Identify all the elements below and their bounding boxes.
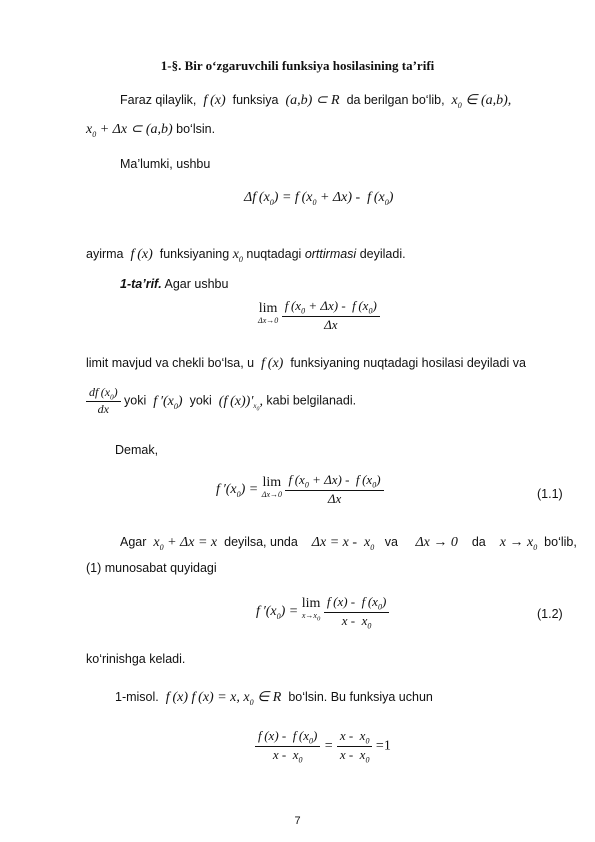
equation-1-1: f $'(x_0) = \lim$ Δx→0 $\frac{f (x_0 + \Delta x) - f (x_0)}{\Delta x}$ bbox=[216, 472, 384, 507]
paragraph-derivative-def: limit mavjud va chekli bo‘lsa, u f (x) funksiyaning nuqtadagi hosilasi deyiladi va bbox=[86, 356, 526, 371]
formula-example-ratio: $\frac{f (x) - f (x_0)}{x - x_0}$ = $\frac{x - x_0}{x - x_0}$ =1 bbox=[255, 728, 391, 764]
page-number: 7 bbox=[294, 815, 301, 827]
formula-x0-in-ab: $x_0$ ∈ (a,b), bbox=[448, 93, 512, 110]
paragraph-notation: $\frac{df (x_0)}{dx}$ yoki f $'(x_0)$ yoki (f $(x))'_{x_0}$, kabi belgilanadi. bbox=[86, 385, 356, 417]
example-label: 1-misol. bbox=[115, 690, 159, 704]
formula-x0-dx-in-ab: $x_0 + \Delta x$ ⊂ (a,b) bbox=[86, 122, 173, 139]
term-orttirma: orttirmasi bbox=[304, 247, 357, 261]
paragraph-increment: ayirma f (x) funksiyaning $x_0$ nuqtadagi orttirmasi deyiladi. bbox=[86, 247, 406, 264]
section-heading bbox=[0, 58, 595, 74]
paragraph-thus: Demak, bbox=[115, 443, 159, 457]
paragraph-intro-cont: $x_0 + \Delta x$ ⊂ (a,b) bo‘lsin. bbox=[86, 122, 216, 139]
example-1: 1-misol. f (x) f (x) = x, $x_0$ ∈ R bo‘lsin. Bu funksiya uchun bbox=[115, 690, 433, 707]
equation-number-1-2: (1.2) bbox=[537, 607, 563, 621]
paragraph-form: ko‘rinishga keladi. bbox=[86, 652, 186, 666]
paragraph-substitution: Agar $x_0 + \Delta x = x$ deyilsa, unda $\Delta x = x - x_0$ va Δx → 0 da $x \to x_0$ bo‘lib, bbox=[120, 535, 577, 552]
paragraph-known: Ma’lumki, ushbu bbox=[120, 157, 211, 171]
definition-label: 1-ta’rif. bbox=[120, 277, 162, 291]
section-number: 1-§. bbox=[160, 58, 182, 73]
definition-1: 1-ta’rif. Agar ushbu bbox=[120, 277, 229, 291]
paragraph-intro: Faraz qilaylik, f (x) funksiya (a,b) ⊂ R da berilgan bo‘lib, $x_0$ ∈ (a,b), bbox=[120, 93, 512, 110]
formula-fx: f (x) bbox=[199, 93, 230, 108]
equation-number-1-1: (1.1) bbox=[537, 487, 563, 501]
formula-increment: Δf $(x_0) = f$ $(x_0 + \Delta x) - f$ $(x_0)$ bbox=[244, 190, 394, 207]
formula-interval: (a,b) ⊂ R bbox=[281, 93, 344, 108]
section-title: Bir o‘zgaruvchili funksiya hosilasining ta’rifi bbox=[184, 58, 435, 73]
equation-1-2: f $'(x_0) = \lim$ $x\to x_0$ $\frac{f (x) - f (x_0)}{x - x_0}$ bbox=[256, 594, 389, 630]
paragraph-substitution-cont: (1) munosabat quyidagi bbox=[86, 561, 217, 575]
formula-limit: lim Δx→0 $\frac{f (x_0 + \Delta x) - f (x_0)}{\Delta x}$ bbox=[258, 298, 380, 333]
